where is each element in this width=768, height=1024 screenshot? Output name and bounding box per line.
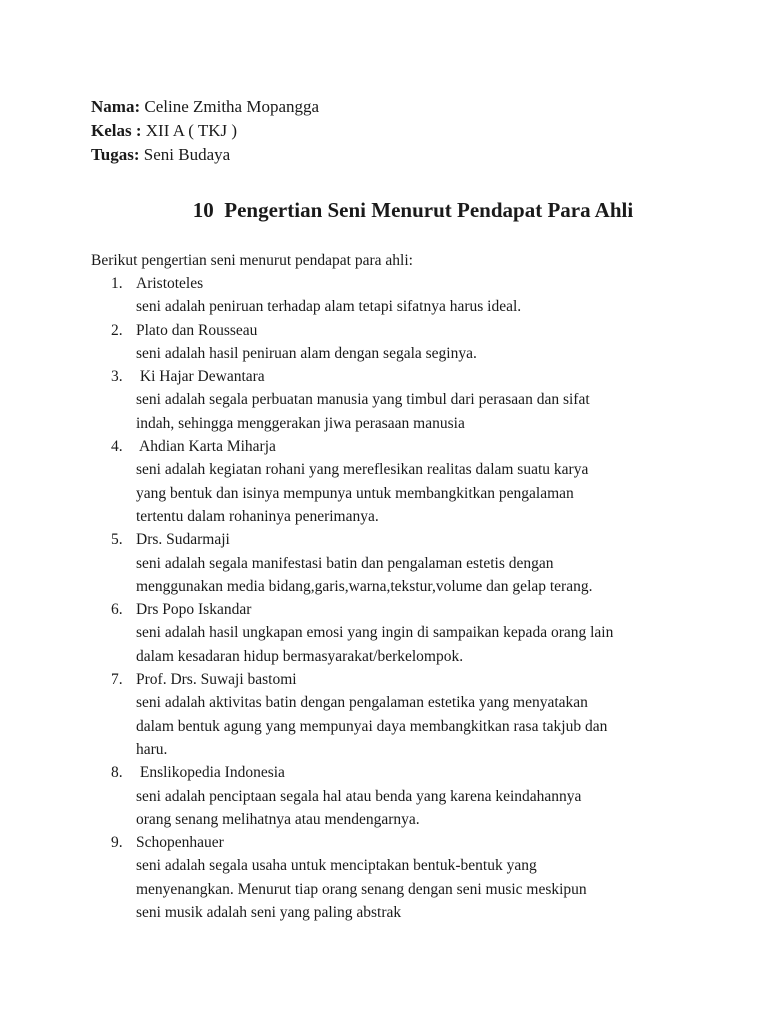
- list-number: 7.: [111, 671, 123, 689]
- definition-line: seni adalah hasil ungkapan emosi yang ingin di sampaikan kepada orang lain: [136, 624, 614, 642]
- definition-line: menggunakan media bidang,garis,warna,tekstur,volume dan gelap terang.: [136, 577, 593, 595]
- kelas-value: XII A ( TKJ ): [141, 121, 238, 140]
- list-number: 6.: [111, 601, 123, 619]
- list-item: [91, 668, 691, 761]
- definition-line: dalam bentuk agung yang mempunyai daya membangkitkan rasa takjub dan: [136, 717, 608, 735]
- definition-line: yang bentuk dan isinya mempunya untuk membangkitkan pengalaman: [136, 484, 574, 502]
- definition-line: dalam kesadaran hidup bermasyarakat/berkelompok.: [136, 647, 464, 665]
- definition-line: tertentu dalam rohaninya penerimanya.: [136, 507, 379, 525]
- definition-line: seni adalah segala perbuatan manusia yang timbul dari perasaan dan sifat: [136, 391, 590, 409]
- definition-line: seni adalah penciptaan segala hal atau benda yang karena keindahannya: [136, 787, 582, 805]
- definition-line: haru.: [136, 740, 168, 758]
- list-number: 8.: [111, 764, 123, 782]
- list-item: [91, 761, 691, 831]
- expert-name: Aristoteles: [136, 275, 204, 292]
- list-number: 4.: [111, 438, 123, 456]
- list-item: [91, 598, 691, 668]
- expert-name: Schopenhauer: [136, 834, 224, 852]
- expert-name: Enslikopedia Indonesia: [136, 764, 285, 782]
- definition-line: seni adalah hasil peniruan alam dengan segala seginya.: [136, 344, 477, 362]
- definition-line: seni adalah segala usaha untuk menciptakan bentuk-bentuk yang: [136, 857, 537, 875]
- tugas-row: [91, 143, 319, 167]
- list-number: 2.: [111, 321, 123, 339]
- document-title: 10 Pengertian Seni Menurut Pendapat Para Ahli: [192, 198, 634, 222]
- expert-name: Drs. Sudarmaji: [136, 531, 230, 549]
- list-number: 3.: [111, 368, 123, 386]
- definition-line: seni adalah aktivitas batin dengan pengalaman estetika yang menyatakan: [136, 694, 588, 712]
- definition-line: indah, sehingga menggerakan jiwa perasaan manusia: [136, 414, 465, 432]
- nama-row: [91, 95, 319, 119]
- list-number: 9.: [111, 834, 123, 852]
- expert-name: Drs Popo Iskandar: [136, 601, 252, 619]
- definition-line: seni adalah peniruan terhadap alam tetapi sifatnya harus ideal.: [136, 298, 522, 316]
- definition-line: seni adalah segala manifestasi batin dan pengalaman estetis dengan: [136, 554, 554, 572]
- definition-line: seni adalah kegiatan rohani yang mereflesikan realitas dalam suatu karya: [136, 461, 589, 479]
- student-info: [91, 95, 319, 167]
- definition-list: [91, 272, 691, 924]
- list-number: 1.: [111, 275, 123, 292]
- expert-name: Ki Hajar Dewantara: [136, 368, 265, 386]
- definition-line: seni musik adalah seni yang paling abstrak: [136, 904, 402, 922]
- tugas-label: Tugas:: [91, 145, 140, 164]
- definition-line: menyenangkan. Menurut tiap orang senang dengan seni music meskipun: [136, 880, 587, 898]
- intro-text: Berikut pengertian seni menurut pendapat para ahli:: [91, 252, 413, 269]
- nama-label: Nama:: [91, 97, 141, 116]
- list-item: [91, 528, 691, 598]
- definition-line: orang senang melihatnya atau mendengarnya.: [136, 810, 420, 828]
- list-item: [91, 365, 691, 435]
- kelas-label: Kelas :: [91, 121, 142, 140]
- list-item: [91, 319, 691, 366]
- list-item: [91, 831, 691, 924]
- list-item: [91, 435, 691, 528]
- expert-name: Prof. Drs. Suwaji bastomi: [136, 671, 297, 689]
- expert-name: Plato dan Rousseau: [136, 321, 258, 339]
- nama-value: Celine Zmitha Mopangga: [140, 97, 320, 116]
- kelas-row: [91, 119, 319, 143]
- expert-name: Ahdian Karta Miharja: [136, 438, 276, 456]
- tugas-value: Seni Budaya: [139, 145, 231, 164]
- list-item: [91, 272, 691, 319]
- list-number: 5.: [111, 531, 123, 549]
